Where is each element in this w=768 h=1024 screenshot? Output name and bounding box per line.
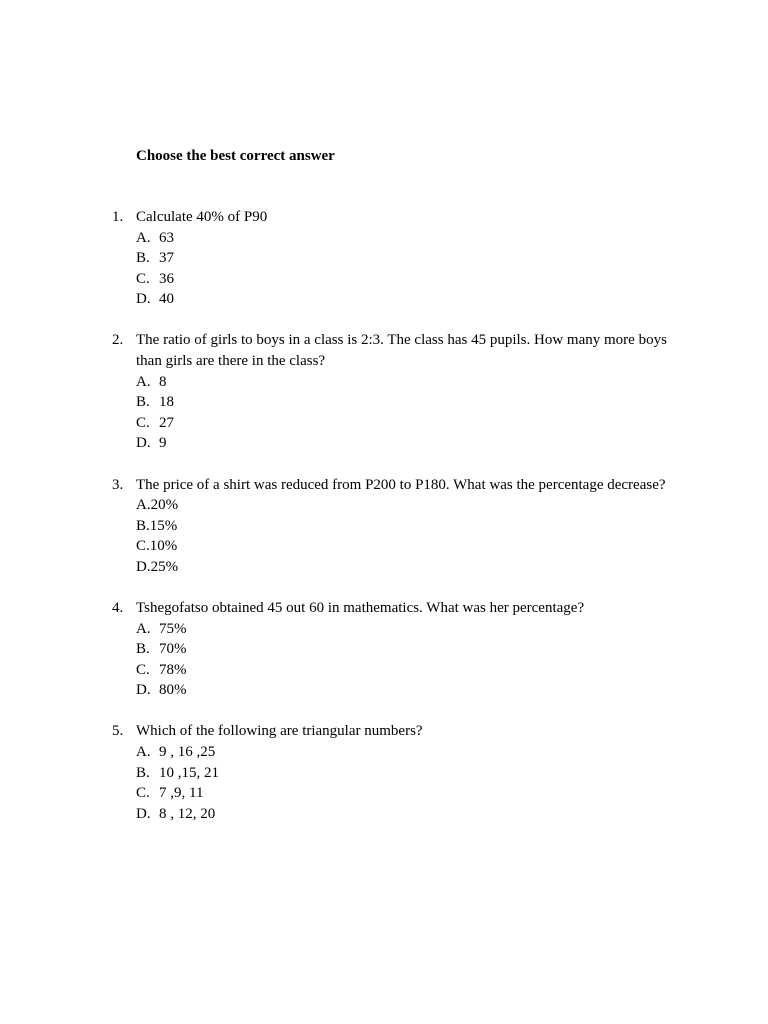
question-5 bbox=[112, 721, 692, 824]
question-text: The price of a shirt was reduced from P200 to P180. What was the percentage decrease? bbox=[136, 476, 666, 493]
answer-option-c bbox=[136, 536, 692, 557]
answer-option-d bbox=[136, 289, 692, 310]
option-label: B. bbox=[136, 517, 150, 534]
question-number: 3. bbox=[112, 476, 124, 493]
answer-option-a bbox=[136, 742, 692, 763]
answer-options bbox=[136, 495, 692, 577]
question-2 bbox=[112, 330, 692, 454]
answer-options bbox=[136, 228, 692, 310]
option-value: 63 bbox=[159, 229, 174, 246]
question-text: Which of the following are triangular numbers? bbox=[136, 723, 423, 740]
option-label: B. bbox=[136, 394, 150, 411]
option-label: C. bbox=[136, 661, 150, 678]
option-label: A. bbox=[136, 744, 151, 761]
question-number: 1. bbox=[112, 209, 124, 225]
option-label: A. bbox=[136, 229, 151, 246]
question-text: Tshegofatso obtained 45 out 60 in mathematics. What was her percentage? bbox=[136, 600, 585, 616]
answer-option-b bbox=[136, 516, 692, 537]
option-label: D. bbox=[136, 558, 151, 575]
answer-options bbox=[136, 372, 692, 454]
answer-option-b bbox=[136, 392, 692, 413]
option-value: 78% bbox=[159, 661, 187, 678]
option-value: 40 bbox=[159, 291, 174, 308]
answer-option-a bbox=[136, 495, 692, 516]
question-text: Calculate 40% of P90 bbox=[136, 209, 268, 225]
option-value: 9 bbox=[159, 435, 167, 452]
instructions-heading: Choose the best correct answer bbox=[136, 148, 335, 164]
question-3 bbox=[112, 475, 692, 578]
question-number: 2. bbox=[112, 332, 124, 349]
option-value: 7 ,9, 11 bbox=[159, 785, 204, 802]
answer-option-a bbox=[136, 228, 692, 249]
option-value: 37 bbox=[159, 250, 174, 267]
option-value: 15% bbox=[149, 517, 178, 534]
option-value: 8 , 12, 20 bbox=[159, 805, 216, 822]
answer-option-d bbox=[136, 433, 692, 454]
option-label: C. bbox=[136, 414, 150, 431]
answer-option-c bbox=[136, 413, 692, 434]
answer-option-c bbox=[136, 660, 692, 681]
question-text: The ratio of girls to boys in a class is 2:3. The class has 45 pupils. How many more boys than girls are there in the class? bbox=[136, 332, 667, 370]
option-value: 75% bbox=[159, 620, 187, 637]
option-label: C. bbox=[136, 270, 150, 287]
option-value: 8 bbox=[159, 373, 167, 390]
option-label: D. bbox=[136, 291, 151, 308]
option-value: 9 , 16 ,25 bbox=[159, 744, 216, 761]
option-label: C. bbox=[136, 785, 150, 802]
question-list bbox=[112, 207, 692, 845]
question-number: 5. bbox=[112, 723, 124, 740]
option-label: A. bbox=[136, 620, 151, 637]
answer-options bbox=[136, 619, 692, 701]
answer-option-d bbox=[136, 680, 692, 701]
option-value: 10 ,15, 21 bbox=[159, 764, 219, 781]
option-label: B. bbox=[136, 764, 150, 781]
question-1 bbox=[112, 207, 692, 310]
option-value: 10% bbox=[149, 538, 178, 555]
answer-option-c bbox=[136, 269, 692, 290]
answer-option-b bbox=[136, 639, 692, 660]
option-label: A. bbox=[136, 373, 151, 390]
option-label: B. bbox=[136, 250, 150, 267]
option-value: 25% bbox=[150, 558, 179, 575]
option-label: C. bbox=[136, 538, 150, 555]
answer-option-b bbox=[136, 248, 692, 269]
question-number: 4. bbox=[112, 600, 124, 616]
answer-option-a bbox=[136, 619, 692, 640]
answer-option-d bbox=[136, 557, 692, 578]
answer-option-d bbox=[136, 804, 692, 825]
question-4 bbox=[112, 598, 692, 701]
option-label: A. bbox=[136, 497, 151, 514]
option-value: 18 bbox=[159, 394, 174, 411]
answer-option-c bbox=[136, 783, 692, 804]
option-value: 70% bbox=[159, 641, 187, 658]
answer-option-b bbox=[136, 763, 692, 784]
answer-option-a bbox=[136, 372, 692, 393]
option-label: B. bbox=[136, 641, 150, 658]
option-value: 80% bbox=[159, 682, 187, 699]
answer-options bbox=[136, 742, 692, 824]
option-label: D. bbox=[136, 682, 151, 699]
option-label: D. bbox=[136, 435, 151, 452]
option-value: 27 bbox=[159, 414, 174, 431]
option-value: 36 bbox=[159, 270, 174, 287]
option-label: D. bbox=[136, 805, 151, 822]
option-value: 20% bbox=[150, 497, 179, 514]
